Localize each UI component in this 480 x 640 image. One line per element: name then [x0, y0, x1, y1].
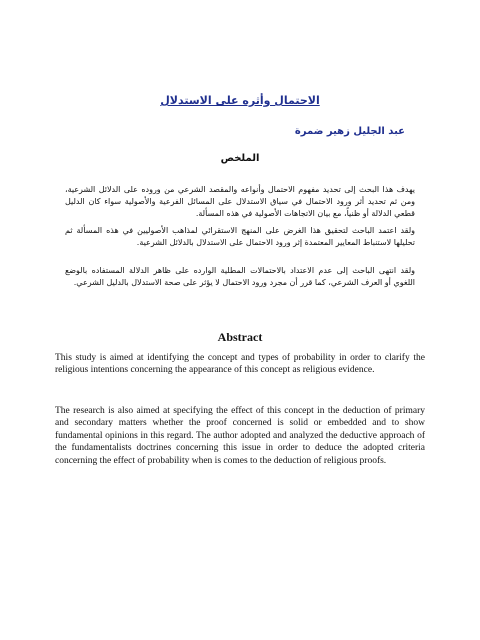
abstract-paragraph-arabic-3: ولقد انتهى الباحث إلى عدم الاعتداد بالاحتمالات المطلية الوارده على ظاهر الدلالة المستفاده بالوضع اللغوي أو العرف الشرعي، كما قرر أن مجرد ورود الاحتمال لا يؤثر على صحة الاستدلال بالدليل الشرعي. — [65, 266, 415, 287]
author-name-arabic: عبد الجليل زهير ضمرة — [294, 126, 405, 137]
abstract-paragraph-arabic-2: ولقد اعتمد الباحث لتحقيق هذا الغرض على المنهج الاستقرائي لمذاهب الأصوليين في هذه المسألة ثم تحليلها لاستنباط المعايير المعتمدة إثر ورود الاحتمال على الاستدلال بالدلائل الشرعية. — [65, 226, 415, 247]
abstract-paragraph-english-1: This study is aimed at identifying the concept and types of probability in order to clarify the religious intentions concerning the appearance of this concept as religious evidence. — [55, 353, 425, 376]
abstract-heading-english: Abstract — [217, 330, 263, 344]
paper-title-arabic: الاحتمال وأثره على الاستدلال — [160, 94, 320, 107]
abstract-heading-arabic: الملخص — [220, 153, 260, 164]
abstract-paragraph-english-2: The research is also aimed at specifying the effect of this concept in the deduction of primary and secondary matters whether the proof concerned is solid or embedded and to show fundamental opinions in this regard. The author adopted and analyzed the deductive approach of the fundamentalists doctrines concerning this issue in order to deduce the adopted criteria concerning the effect of probability when is comes to the deduction of religious proofs. — [55, 406, 425, 466]
abstract-paragraph-arabic-1: يهدف هذا البحث إلى تحديد مفهوم الاحتمال وأنواعه والمقصد الشرعي من وروده على الدلائل الشرعية، ومن ثم تحديد أثر ورود الاحتمال في سياق الاستدلال على المسائل الفرعية والأصولية سواء كان الدليل قطعي الدلالة أو ظنياً، مع بيان الاتجاهات الأصولية في هذه المسألة. — [65, 185, 415, 218]
